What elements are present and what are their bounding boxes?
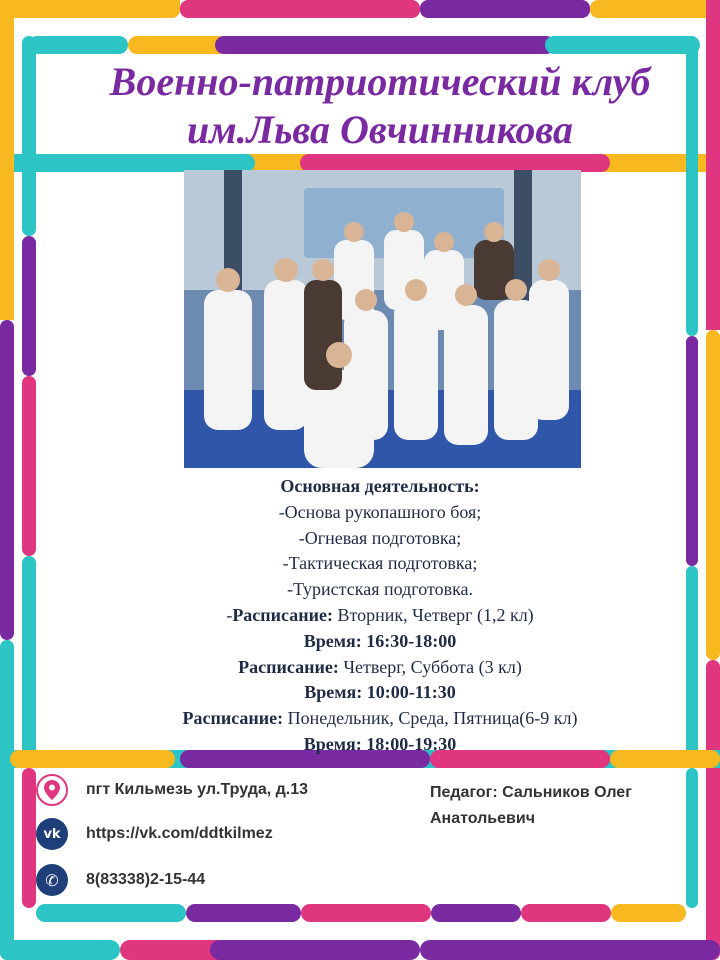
address-row bbox=[36, 774, 308, 806]
activity-item: -Огневая подготовка; bbox=[298, 527, 462, 548]
vk-link[interactable]: https://vk.com/ddtkilmez bbox=[86, 825, 273, 842]
phone-text: 8(83338)2-15-44 bbox=[86, 871, 206, 888]
title-line-1: Военно-патриотический клуб bbox=[109, 59, 651, 104]
schedule-days: Четверг, Суббота (3 кл) bbox=[338, 656, 522, 677]
schedule-label: Расписание: bbox=[232, 604, 333, 625]
title-line-2: им.Льва Овчинникова bbox=[187, 107, 573, 152]
group-photo bbox=[184, 170, 581, 468]
schedule-line bbox=[60, 603, 700, 629]
vk-icon: vk bbox=[36, 818, 68, 850]
schedule-days: Вторник, Четверг (1,2 кл) bbox=[332, 604, 534, 625]
schedule-time: Время: 16:30-18:00 bbox=[303, 630, 457, 651]
phone-icon: ✆ bbox=[36, 864, 68, 896]
schedule-time: Время: 18:00-19:30 bbox=[303, 733, 457, 754]
page-title bbox=[60, 58, 700, 154]
contact-footer bbox=[0, 760, 720, 910]
teacher-info bbox=[430, 780, 632, 832]
schedule-label: Расписание: bbox=[182, 708, 284, 729]
activity-item: -Основа рукопашного боя; bbox=[278, 501, 482, 522]
activity-item: -Туристская подготовка. bbox=[286, 579, 474, 600]
vk-row bbox=[36, 818, 273, 850]
phone-row bbox=[36, 864, 205, 896]
teacher-line-2: Анатольевич bbox=[430, 810, 535, 827]
schedule-days: Понедельник, Среда, Пятница(6-9 кл) bbox=[283, 708, 578, 729]
schedule-line bbox=[60, 655, 700, 681]
schedule-line bbox=[60, 706, 700, 732]
address-text: пгт Кильмезь ул.Труда, д.13 bbox=[86, 781, 309, 798]
activity-item: -Тактическая подготовка; bbox=[282, 553, 478, 574]
teacher-line-1: Педагог: Сальников Олег bbox=[430, 784, 632, 801]
schedule-prefix: - bbox=[226, 604, 233, 625]
schedule-time: Время: 10:00-11:30 bbox=[304, 682, 456, 703]
activities-heading: Основная деятельность: bbox=[280, 476, 480, 496]
schedule-label: Расписание: bbox=[238, 656, 339, 677]
location-pin-icon bbox=[36, 774, 68, 806]
activity-info bbox=[60, 474, 700, 758]
